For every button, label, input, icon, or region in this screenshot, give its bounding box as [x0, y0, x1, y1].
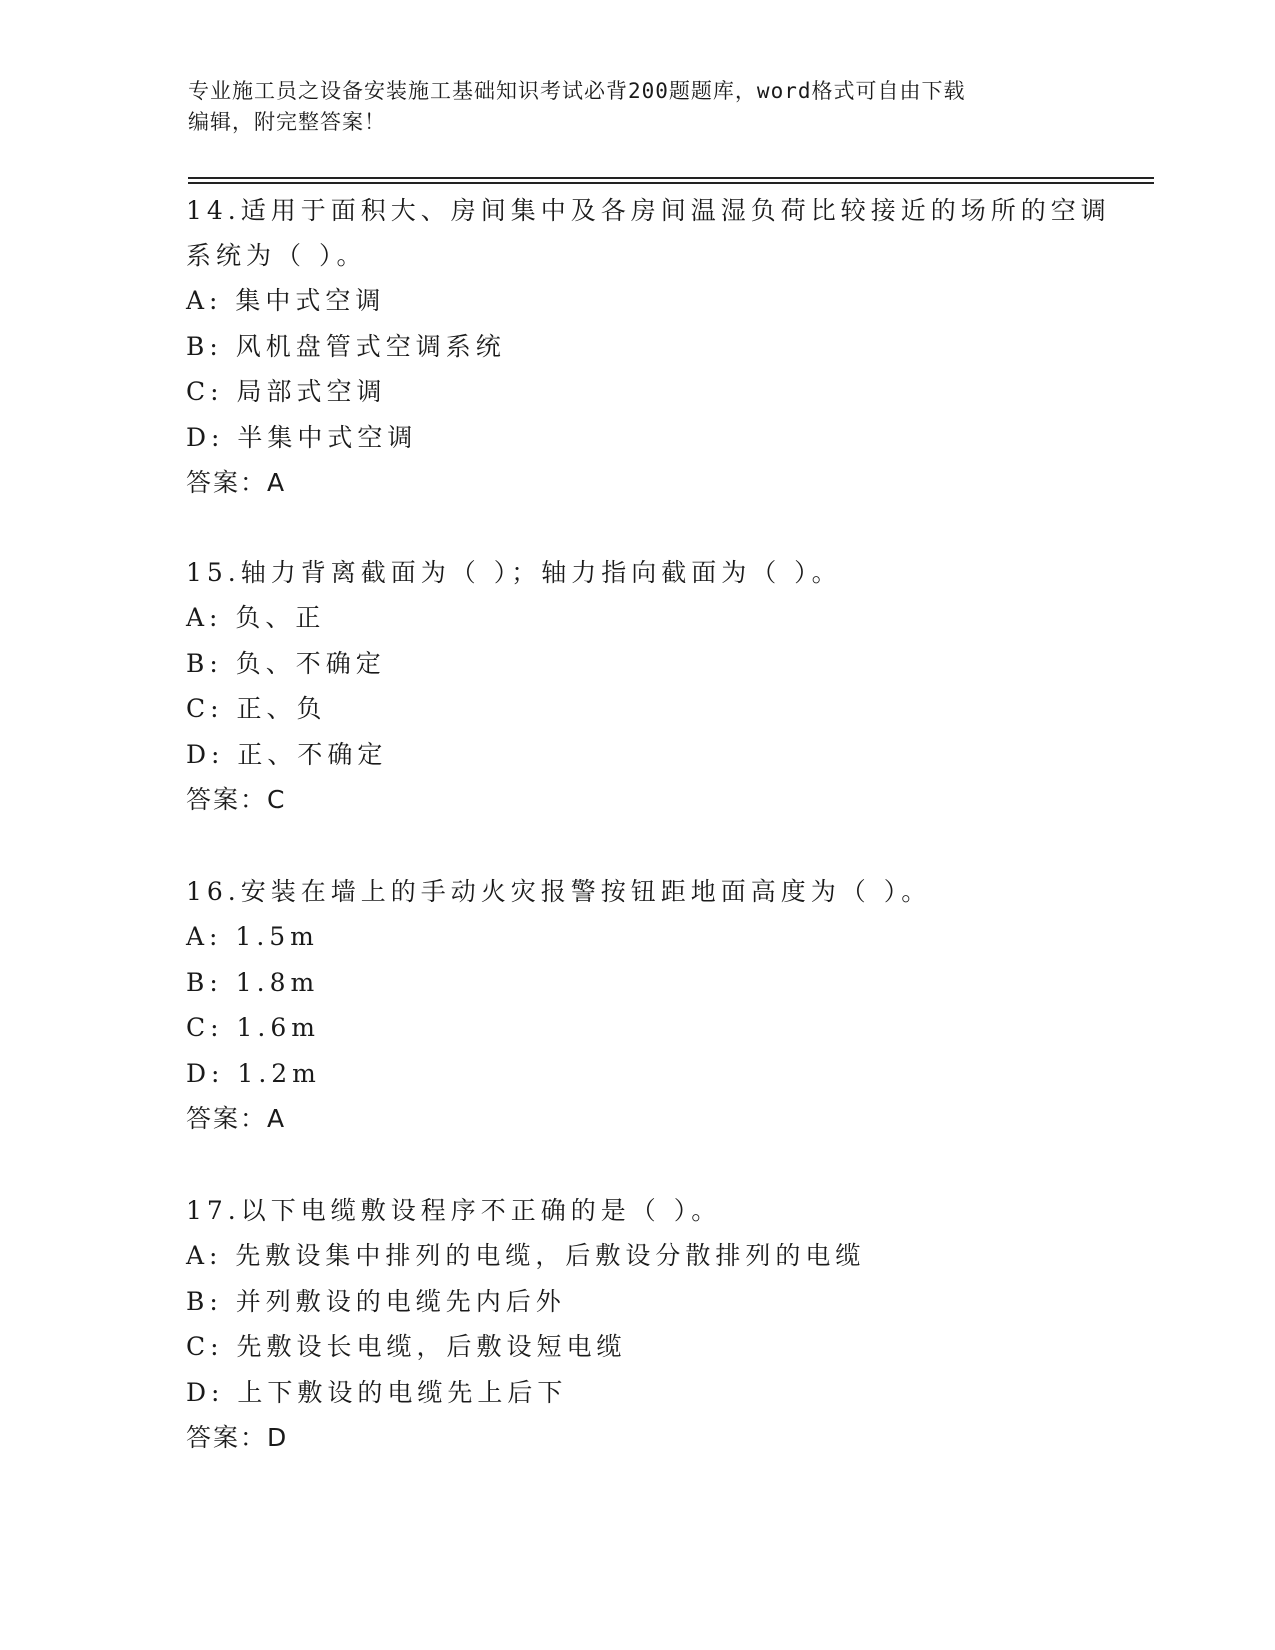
option-c: C: 正、负 — [186, 694, 327, 723]
answer: 答案：A — [186, 468, 287, 497]
question-16 — [186, 869, 1086, 1141]
option-b: B: 1.8m — [186, 967, 320, 997]
question-15 — [186, 550, 1086, 822]
document-header — [188, 76, 1088, 138]
header-divider-top — [188, 177, 1154, 179]
question-text: 系统为（ ）。 — [186, 241, 367, 270]
header-title-line-1: 专业施工员之设备安装施工基础知识考试必背200题题库，word格式可自由下载 — [188, 79, 966, 103]
option-d: D: 半集中式空调 — [186, 422, 418, 452]
option-a: A: 集中式空调 — [186, 286, 386, 315]
option-d: D: 1.2m — [186, 1058, 321, 1088]
answer: 答案：D — [186, 1423, 289, 1452]
option-a: A: 负、正 — [186, 603, 326, 632]
option-a: A: 1.5m — [186, 922, 319, 951]
answer: 答案：C — [186, 785, 287, 814]
option-a: A: 先敷设集中排列的电缆，后敷设分散排列的电缆 — [186, 1241, 866, 1270]
question-17 — [186, 1188, 1086, 1460]
question-text: 17.以下电缆敷设程序不正确的是（ ）。 — [186, 1196, 722, 1225]
option-c: C: 局部式空调 — [186, 377, 387, 406]
option-c: C: 1.6m — [186, 1013, 320, 1042]
question-14 — [186, 188, 1111, 505]
header-divider-bottom — [188, 182, 1154, 184]
option-d: D: 上下敷设的电缆先上后下 — [186, 1377, 568, 1407]
answer: 答案：A — [186, 1104, 287, 1133]
option-b: B: 并列敷设的电缆先内后外 — [186, 1286, 566, 1316]
question-text: 14.适用于面积大、房间集中及各房间温湿负荷比较接近的场所的空调 — [186, 196, 1111, 225]
option-d: D: 正、不确定 — [186, 739, 388, 769]
question-text: 15.轴力背离截面为（ ）；轴力指向截面为（ ）。 — [186, 558, 842, 587]
option-b: B: 负、不确定 — [186, 648, 386, 678]
option-b: B: 风机盘管式空调系统 — [186, 331, 506, 361]
option-c: C: 先敷设长电缆，后敷设短电缆 — [186, 1332, 627, 1361]
question-text: 16.安装在墙上的手动火灾报警按钮距地面高度为（ ）。 — [186, 877, 932, 906]
header-title-line-2: 编辑，附完整答案！ — [188, 110, 386, 134]
